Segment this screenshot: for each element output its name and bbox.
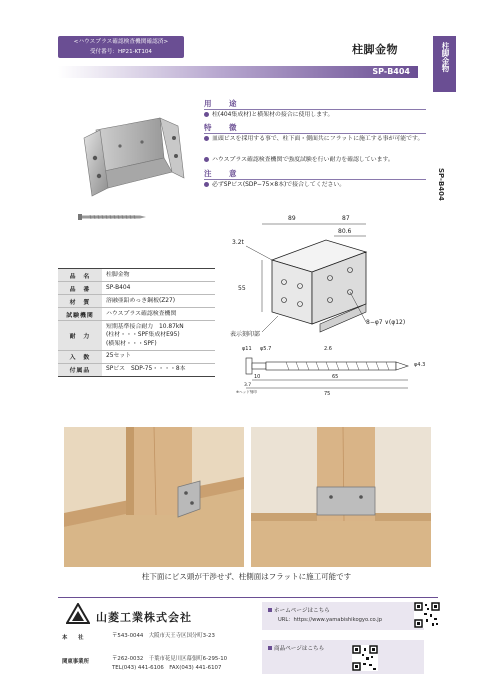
screw-note: ※ヘッド刻印 xyxy=(236,390,257,394)
footer-divider xyxy=(58,597,438,598)
caution-item: 必ずSPビス(SDP−75×8本)で接合してください。 xyxy=(204,180,430,190)
homepage-qr-icon[interactable] xyxy=(414,602,440,628)
mark-label: 表示刻印部 xyxy=(230,331,261,338)
spec-key: 試験機関 xyxy=(58,308,102,320)
screw-d11: φ11 xyxy=(242,346,252,352)
east-office-phone: TEL(043) 441-6106 FAX(043) 441-6107 xyxy=(112,665,222,671)
dim-3-2t: 3.2t xyxy=(232,239,244,246)
table-row xyxy=(58,350,215,363)
screw-d4-3: φ4.3 xyxy=(414,362,426,368)
east-office-label: 関東事業所 xyxy=(62,659,89,665)
spec-key: 耐 力 xyxy=(58,321,102,350)
side-model: SP-B404 xyxy=(437,168,445,201)
photo-caption: 柱下面にビス頭が干渉せず、柱側面はフラットに施工可能です xyxy=(141,572,352,581)
table-row xyxy=(58,281,215,294)
table-row xyxy=(58,307,215,320)
east-office-address: 〒262-0032 千葉市花見川区幕張町6-295-10 xyxy=(112,656,228,662)
screw-65: 65 xyxy=(332,374,339,380)
screw-3-7: 3.7 xyxy=(244,383,252,388)
bullet-icon xyxy=(204,157,209,162)
side-category: 柱脚金物 xyxy=(441,42,450,72)
company-logo-icon xyxy=(66,603,90,625)
caution-heading: 注 意 xyxy=(204,169,242,178)
cert-line-2: 受付番号：HP21-KT104 xyxy=(89,49,152,55)
certification-badge xyxy=(58,36,184,58)
homepage-box[interactable] xyxy=(262,602,424,630)
screw-75: 75 xyxy=(324,391,331,397)
dim-89: 89 xyxy=(288,215,296,222)
dim-80-6: 80.6 xyxy=(338,228,352,235)
purpose-item: 柱(404集成材)と横架材の接合に使用します。 xyxy=(204,110,430,120)
purpose-heading: 用 途 xyxy=(204,99,242,108)
product-photo xyxy=(60,112,200,227)
installation-photo-right xyxy=(251,427,431,567)
product-page-qr-icon[interactable] xyxy=(352,645,378,671)
dim-87: 87 xyxy=(342,215,350,222)
features-heading: 特 徴 xyxy=(204,123,242,132)
spec-key: 品 番 xyxy=(58,282,102,294)
screw-2-6: 2.6 xyxy=(324,346,332,352)
spec-value: 溶融亜鉛めっき鋼板(Z27) xyxy=(106,297,176,304)
bullet-icon xyxy=(204,136,209,141)
spec-key: 付属品 xyxy=(58,364,102,376)
spec-value: SP-B404 xyxy=(106,284,131,291)
screw-10: 10 xyxy=(254,374,261,380)
screw-d5-7: φ5.7 xyxy=(260,346,272,352)
product-page-label: 商品ページはこちら xyxy=(268,644,324,652)
hole-note: 8−φ7 ∨(φ12) xyxy=(366,319,406,326)
homepage-label: ホームページはこちら xyxy=(268,606,330,614)
page-title: 柱脚金物 xyxy=(352,43,398,56)
spec-value: ハウスプラス確認検査機関 xyxy=(106,310,177,317)
model-number: SP-B404 xyxy=(372,67,410,76)
bullet-icon xyxy=(204,182,209,187)
spec-key: 入 数 xyxy=(58,351,102,363)
cert-line-1: <ハウスプラス確認検査機関確認済> xyxy=(73,39,169,45)
spec-value: SPビス SDP-75・・・・8本 xyxy=(106,366,186,373)
table-row xyxy=(58,320,215,350)
model-bar xyxy=(58,66,418,78)
spec-value: 25セット xyxy=(106,353,132,360)
spec-value: 短期基準接合耐力 10.87kN (柱材・・・SPF集成材E95) (横架材・・・SPF) xyxy=(106,323,184,347)
bullet-icon xyxy=(204,112,209,117)
head-office-label: 本 社 xyxy=(62,635,84,641)
features-item: 皿頭ビスを採用する事で、柱下面・側面共にフラットに施工する事が可能です。 xyxy=(204,134,430,144)
table-row xyxy=(58,294,215,307)
installation-photo-left xyxy=(64,427,244,567)
table-row xyxy=(58,269,215,281)
table-row xyxy=(58,363,215,376)
homepage-url[interactable]: URL：https://www.yamabishikogyo.co.jp xyxy=(278,617,383,623)
dim-55: 55 xyxy=(238,285,246,292)
square-icon xyxy=(268,646,272,650)
spec-value: 柱脚金物 xyxy=(106,271,130,278)
head-office-address: 〒543-0044 大阪市天王寺区国分町3-23 xyxy=(112,633,215,639)
product-page-box[interactable] xyxy=(262,640,424,674)
company-name: 山菱工業株式会社 xyxy=(96,611,192,624)
spec-table xyxy=(58,268,215,377)
side-category-band xyxy=(433,36,456,92)
spec-key: 品 名 xyxy=(58,269,102,281)
spec-key: 材 質 xyxy=(58,295,102,307)
features-item: ハウスプラス確認検査機関で強度試験を行い耐力を確認しています。 xyxy=(204,155,430,165)
square-icon xyxy=(268,608,272,612)
technical-drawing xyxy=(226,208,438,400)
